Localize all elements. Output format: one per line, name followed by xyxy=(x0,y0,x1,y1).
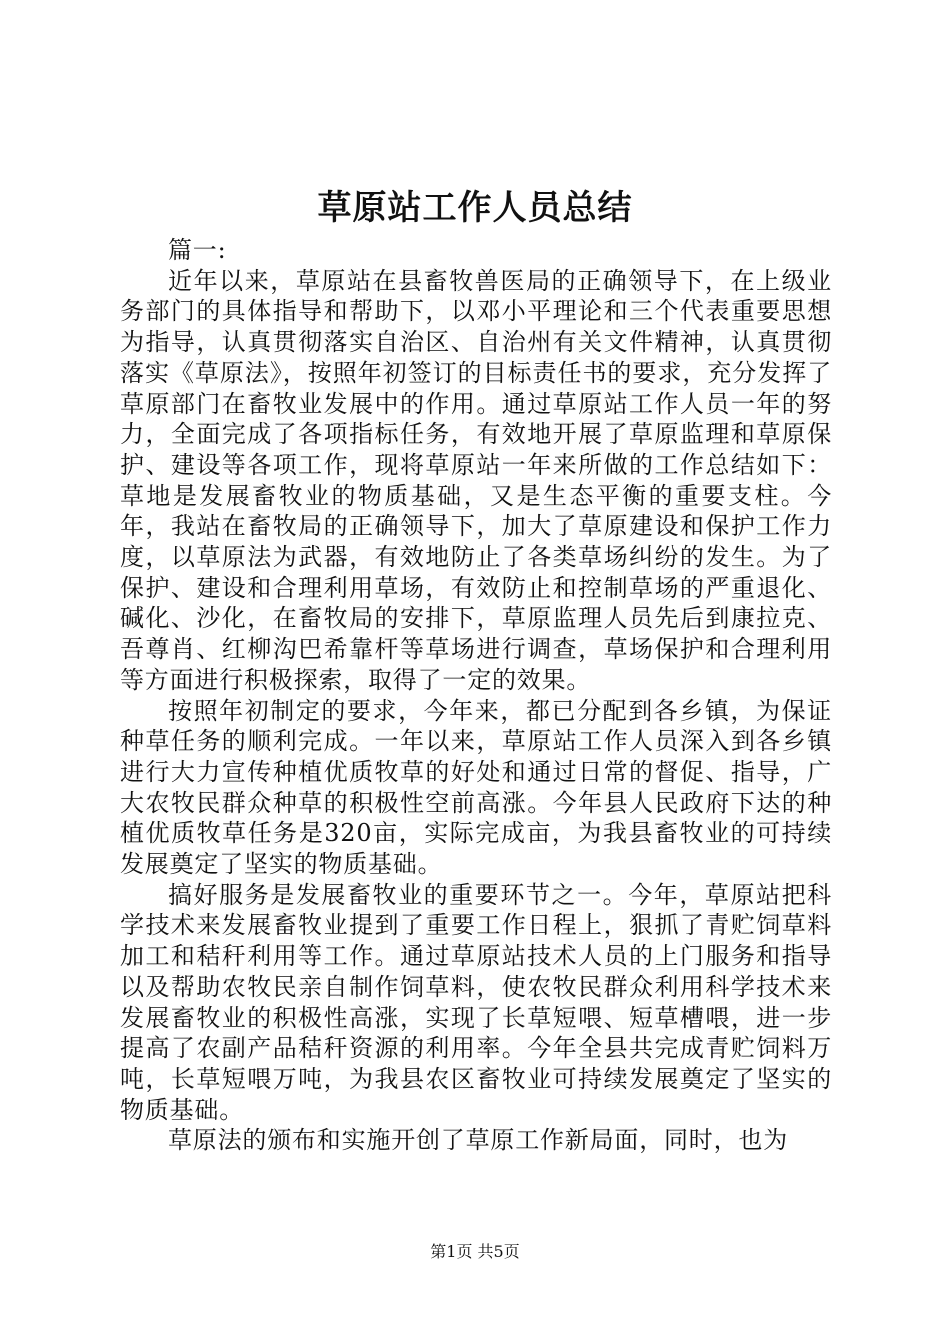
body-paragraph: 草原法的颁布和实施开创了草原工作新局面，同时，也为 xyxy=(168,1126,788,1155)
body-paragraph: 搞好服务是发展畜牧业的重要环节之一。今年，草原站把科学技术来发展畜牧业提到了重要工作日程上，狠抓了青贮饲草料加工和秸秆利用等工作。通过草原站技术人员的上门服务和指导以及帮助农牧民亲自制作饲草料，使农牧民群众利用科学技术来发展畜牧业的积极性高涨，实现了长草短喂、短草槽喂，进一步提高了农副产品秸秆资源的利用率。今年全县共完成青贮饲料万吨，长草短喂万吨，为我县农区畜牧业可持续发展奠定了坚实的物质基础。 xyxy=(120,880,832,1124)
document-title: 草原站工作人员总结 xyxy=(317,188,633,228)
body-paragraph: 近年以来，草原站在县畜牧兽医局的正确领导下，在上级业务部门的具体指导和帮助下，以邓小平理论和三个代表重要思想为指导，认真贯彻落实自治区、自治州有关文件精神，认真贯彻落实《草原法》，按照年初签订的目标责任书的要求，充分发挥了草原部门在畜牧业发展中的作用。通过草原站工作人员一年的努力，全面完成了各项指标任务，有效地开展了草原监理和草原保护、建设等各项工作，现将草原站一年来所做的工作总结如下：草地是发展畜牧业的物质基础，又是生态平衡的重要支柱。今年，我站在畜牧局的正确领导下，加大了草原建设和保护工作力度，以草原法为武器，有效地防止了各类草场纠纷的发生。为了保护、建设和合理利用草场，有效防止和控制草场的严重退化、碱化、沙化，在畜牧局的安排下，草原监理人员先后到康拉克、吾尊肖、红柳沟巴希靠杆等草场进行调查，草场保护和合理利用等方面进行积极探索，取得了一定的效果。 xyxy=(120,266,832,694)
body-paragraph: 按照年初制定的要求，今年来，都已分配到各乡镇，为保证种草任务的顺利完成。一年以来，草原站工作人员深入到各乡镇进行大力宣传种植优质牧草的好处和通过日常的督促、指导，广大农牧民群众种草的积极性空前高涨。今年县人民政府下达的种植优质牧草任务是320亩，实际完成亩，为我县畜牧业的可持续发展奠定了坚实的物质基础。 xyxy=(120,696,832,879)
page-footer: 第1页 共5页 xyxy=(430,1242,520,1261)
document-body xyxy=(120,235,832,1156)
section-heading: 篇一: xyxy=(168,236,227,264)
